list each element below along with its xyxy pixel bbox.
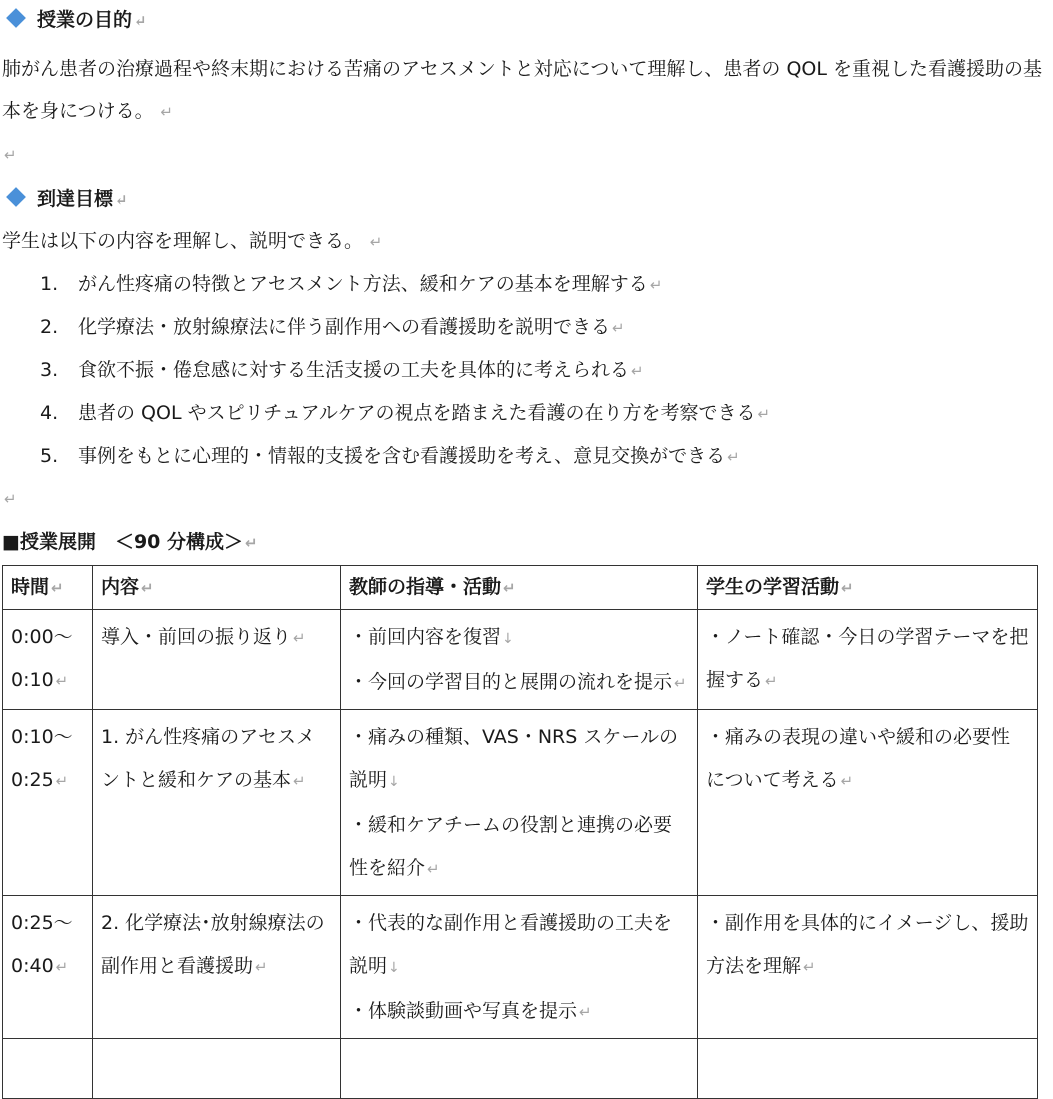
table-row [3, 896, 1038, 1039]
student-cell: ・ノート確認・今日の学習テーマを把握する ↵ [698, 610, 1038, 710]
table-header-row [3, 566, 1038, 610]
content-cell: 2. 化学療法･放射線療法の副作用と看護援助 ↵ [93, 896, 341, 1039]
time-cell: 0:25～ 0:40 ↵ [3, 896, 93, 1039]
content-cell: 1. がん性疼痛のアセスメントと緩和ケアの基本 ↵ [93, 710, 341, 896]
list-item: 3. 食欲不振・倦怠感に対する生活支援の工夫を具体的に考えられる ↵ [40, 359, 644, 381]
goals-heading: 到達目標 ↵ [4, 185, 128, 214]
diamond-bullet-icon [6, 8, 26, 28]
list-item: 1. がん性疼痛の特徴とアセスメント方法、緩和ケアの基本を理解する ↵ [40, 273, 663, 295]
content-cell: 導入・前回の振り返り ↵ [93, 610, 341, 710]
student-cell: ・痛みの表現の違いや緩和の必要性について考える ↵ [698, 710, 1038, 896]
time-cell: 0:10～ 0:25 ↵ [3, 710, 93, 896]
schedule-table [2, 565, 1038, 1099]
purpose-heading: 授業の目的 ↵ [4, 6, 147, 35]
table-row-partial [3, 1039, 1038, 1099]
goals-intro: 学生は以下の内容を理解し、説明できる。 ↵ [2, 230, 383, 252]
header-time: 時間 ↵ [3, 566, 93, 610]
list-item: 2. 化学療法・放射線療法に伴う副作用への看護援助を説明できる ↵ [40, 316, 625, 338]
header-content: 内容 ↵ [93, 566, 341, 610]
table-row [3, 710, 1038, 896]
schedule-title: ■授業展開 ＜90 分構成＞ ↵ [2, 531, 258, 553]
diamond-bullet-icon [6, 187, 26, 207]
purpose-text: 肺がん患者の治療過程や終末期における苦痛のアセスメントと対応について理解し、患者の QOL を重視した看護援助の基本を身につける。 ↵ [2, 58, 1043, 122]
header-student: 学生の学習活動 ↵ [698, 566, 1038, 610]
paragraph-mark: ↵ [4, 146, 17, 164]
list-item: 5. 事例をもとに心理的・情報的支援を含む看護援助を考え、意見交換ができる ↵ [40, 445, 740, 467]
student-cell: ・副作用を具体的にイメージし、援助方法を理解 ↵ [698, 896, 1038, 1039]
teacher-cell: ・痛みの種類、VAS・NRS スケールの説明↓ ・緩和ケアチームの役割と連携の必要性を紹介 ↵ [341, 710, 698, 896]
teacher-cell: ・前回内容を復習↓ ・今回の学習目的と展開の流れを提示 ↵ [341, 610, 698, 710]
time-cell: 0:00～ 0:10 ↵ [3, 610, 93, 710]
header-teacher: 教師の指導・活動 ↵ [341, 566, 698, 610]
teacher-cell: ・代表的な副作用と看護援助の工夫を説明↓ ・体験談動画や写真を提示 ↵ [341, 896, 698, 1039]
goals-list [40, 263, 770, 478]
paragraph-mark: ↵ [4, 490, 17, 508]
table-row [3, 610, 1038, 710]
list-item: 4. 患者の QOL やスピリチュアルケアの視点を踏まえた看護の在り方を考察できる ↵ [40, 402, 771, 424]
